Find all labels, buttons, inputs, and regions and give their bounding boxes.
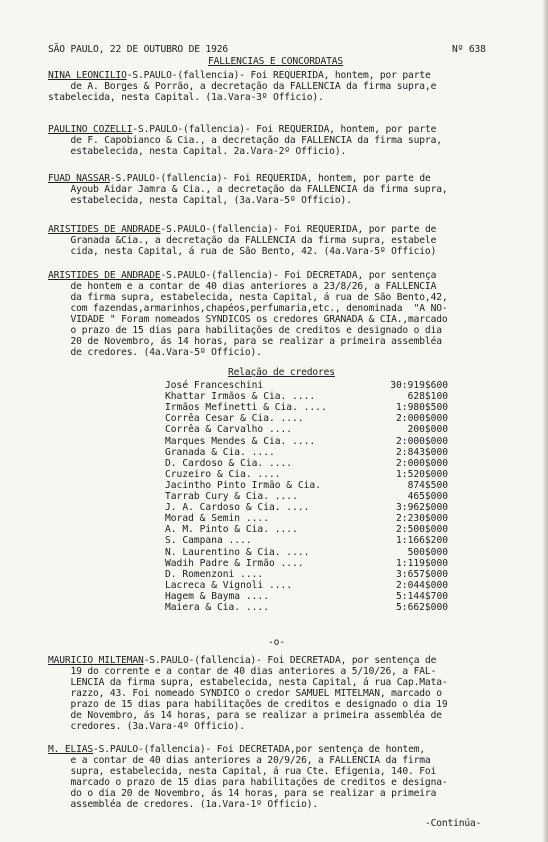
separator: -o- [268, 637, 285, 648]
entry-line: de A. Borges & Porrão, a decretação da FALLENCIA da firma supra,e [48, 81, 437, 92]
creditor-name: A. M. Pinto & Cia. .... [165, 524, 298, 536]
entry-title: M. ELIAS [48, 744, 94, 755]
entry-title: NINA LEONCILIO [48, 70, 127, 81]
creditor-name: D. Romenzoni .... [165, 568, 264, 580]
creditor-name: Wadih Padre & Irmão .... [165, 557, 304, 569]
continues-marker: -Continúa- [425, 818, 482, 829]
creditor-name: Cruzeiro & Cia. .... [165, 468, 281, 480]
entry-line: da firma supra, estabelecida, nesta Capital, á rua de São Bento,42, [48, 292, 448, 303]
entry-line: credores. (3a.Vara-4º Officio). [48, 721, 245, 732]
creditor-name: Irmãos Mefinetti & Cia. .... [165, 402, 327, 414]
entry-line: Granada &Cia., a decretação da FALLENCIA da firma supra, estabele [48, 235, 437, 246]
creditor-amount: 2:000$000 [396, 457, 448, 469]
entry-line: marcado o prazo de 15 dias para habilitações de creditos e designa- [48, 777, 448, 788]
entry-line: VIDADE " Foram nomeados SYNDICOS os credores GRANADA & CIA.,marcado [48, 314, 448, 325]
creditor-amount: 5:144$700 [396, 590, 448, 602]
entry-line: com fazendas,armarinhos,chapéos,perfumaria,etc., denominada "A NO- [48, 303, 448, 314]
entry-line: 20 de Novembro, ás 14 horas, para se realizar a primeira assembléa [48, 336, 442, 347]
entry-line: PAULINO COZELLI-S.PAULO-(fallencia)- Foi REQUERIDA, hontem, por parte [48, 124, 437, 135]
creditor-name: D. Cardoso & Cia. .... [165, 457, 293, 469]
entry-line: de credores. (4a.Vara-5º Officio). [48, 347, 262, 358]
entry-title: PAULINO COZELLI [48, 124, 133, 135]
creditors-heading: Relação de credores [228, 367, 335, 378]
entry-line: prazo de 15 dias para habilitações de creditos e designado o dia 19 [48, 699, 448, 710]
entry-line: estabelecida, nesta Capital. 2a.Vara-2º Officio). [48, 146, 347, 157]
section-title: FALLENCIAS E CONCORDATAS [208, 56, 344, 67]
creditor-amount: 1:520$000 [396, 468, 448, 480]
page-edge-shadow [542, 0, 548, 842]
creditor-name: Khattar Irmãos & Cia. .... [165, 391, 316, 403]
creditor-name: Lacreca & Vignoli .... [165, 579, 293, 591]
date-line: SÃO PAULO, 22 DE OUTUBRO DE 1926 [48, 44, 229, 55]
entry-line: de hontem e a contar de 40 dias anteriores a 23/8/26, a FALLENCIA [48, 281, 437, 292]
creditor-name: J. A. Cardoso & Cia. .... [165, 502, 310, 514]
entry-line: de Novembro, ás 14 horas, para se realizar a primeira assembléa de [48, 710, 442, 721]
entry-line: e a contar de 40 dias anteriores a 20/9/26, a FALLENCIA da firma [48, 755, 431, 766]
entry-line: 19 do corrente e a contar de 40 dias anteriores a 5/10/26, a FAL- [48, 666, 437, 677]
creditor-amount: 3:657$000 [396, 568, 448, 580]
creditor-amount: 3:962$000 [396, 502, 448, 514]
creditor-name: Morad & Semin .... [165, 513, 269, 525]
entry-title: FUAD NASSAR [48, 173, 110, 184]
creditor-name: Jacintho Pinto Irmão & Cia. [165, 479, 321, 491]
entry-line: assembléa de credores. (1a.Vara-1º Officio). [48, 799, 319, 810]
entry-line: de F. Capobianco & Cia., a decretação da FALLENCIA da firma supra, [48, 135, 442, 146]
entry-line: o prazo de 15 dias para habilitações de creditos e designado o dia [48, 325, 442, 336]
entry-line: estabelecida, nesta Capital, (3a.Vara-5º Officio). [48, 195, 352, 206]
creditor-name: Marques Mendes & Cia. .... [165, 435, 316, 447]
creditor-name: Granada & Cia. .... [165, 446, 275, 458]
creditor-amount: 1:119$000 [396, 557, 448, 569]
entry-line: LENCIA da firma supra, estabelecida, nesta Capital, á rua Cap.Mata- [48, 677, 448, 688]
creditor-name: Tarrab Cury & Cia. .... [165, 491, 298, 502]
creditor-name: Corrêa Cesar & Cia. .... [165, 413, 304, 425]
entry-title: MAURICIO MILTEMAN [48, 655, 144, 666]
entry-title: ARISTIDES DE ANDRADE [48, 270, 161, 281]
creditor-amount: 2:500$000 [396, 524, 448, 536]
creditor-amount: 2:044$000 [396, 579, 448, 591]
entry-line: cida, nesta Capital, á rua de São Bento, 42. (4a.Vara-5º Officio) [48, 246, 437, 257]
entry-line: NINA LEONCILIO-S.PAULO-(fallencia)- Foi REQUERIDA, hontem, por parte [48, 70, 431, 81]
creditor-amount: 200$000 [407, 424, 448, 436]
creditor-amount: 2:000$000 [396, 435, 448, 447]
entry-line: razzo, 43. Foi nomeado SYNDICO o credor SAMUEL MITELMAN, marcado o [48, 688, 442, 699]
creditor-amount: 2:000$000 [396, 413, 448, 425]
creditor-amount: 874$500 [407, 479, 448, 491]
creditor-amount: 2:843$000 [396, 446, 448, 458]
creditor-amount: 30:919$600 [390, 380, 448, 391]
creditor-name: Corrêa & Carvalho .... [165, 424, 293, 436]
creditor-amount: 465$000 [407, 491, 448, 502]
entry-line: do o dia 20 de Novembro, ás 14 horas, para se realizar a primeira [48, 788, 437, 799]
entry-line: ARISTIDES DE ANDRADE-S.PAULO-(fallencia)- Foi REQUERIDA, por parte de [48, 224, 437, 235]
entry-title: ARISTIDES DE ANDRADE [48, 224, 161, 235]
creditor-name: Maiera & Cia. .... [165, 602, 269, 613]
entry-line: M. ELIAS-S.PAULO-(fallencia)- Foi DECRETADA,por sentença de hontem, [48, 744, 425, 755]
creditor-amount: 1:980$500 [396, 402, 448, 414]
entry-line: stabelecida, nesta Capital. (1a.Vara-3º Officio). [48, 92, 324, 103]
entry-line: supra, estabelecida, nesta Capital, á rua Cte. Efigenia, 140. Foi [48, 766, 437, 777]
creditor-name: José Franceschini [165, 380, 264, 391]
bulletin-number: Nº 638 [452, 44, 486, 55]
entry-line: ARISTIDES DE ANDRADE-S.PAULO-(fallencia)- Foi DECRETADA, por sentença [48, 270, 437, 281]
creditor-amount: 1:166$200 [396, 535, 448, 547]
creditor-name: N. Laurentino & Cia. .... [165, 546, 310, 558]
creditor-amount: 628$100 [407, 391, 448, 403]
creditor-amount: 500$000 [407, 546, 448, 558]
entry-line: FUAD NASSAR-S.PAULO-(fallencia)- Foi REQUERIDA, hontem, por parte de [48, 173, 431, 184]
creditor-amount: 2:230$000 [396, 513, 448, 525]
creditor-name: S. Campana .... [165, 535, 252, 547]
creditor-name: Hagem & Bayma .... [165, 590, 269, 602]
creditor-amount: 5:662$000 [396, 602, 448, 613]
entry-line: Ayoub Aidar Jamra & Cia., a decretação da FALLENCIA da firma supra, [48, 184, 448, 195]
entry-line: MAURICIO MILTEMAN-S.PAULO-(fallencia)- Foi DECRETADA, por sentença de [48, 655, 437, 666]
